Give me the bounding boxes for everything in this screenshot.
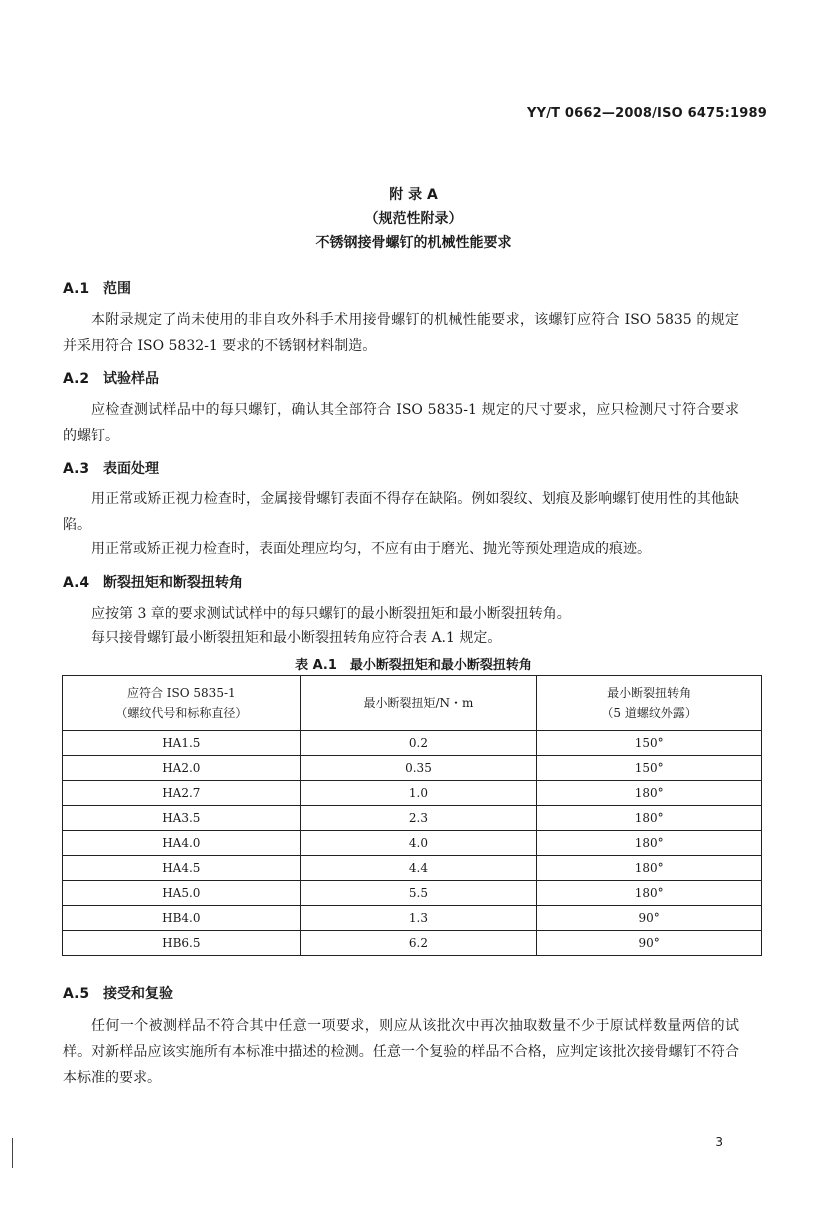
table-cell: 90° — [537, 906, 762, 931]
table-row — [63, 781, 762, 806]
section-number: A.2 — [63, 371, 90, 387]
table-cell: 180° — [537, 806, 762, 831]
table-cell: HA3.5 — [63, 806, 301, 831]
table-caption: 表 A.1 最小断裂扭矩和最小断裂扭转角 — [295, 658, 532, 673]
section-heading-a2 — [63, 368, 159, 388]
table-cell: HA4.0 — [63, 831, 301, 856]
table-row — [63, 856, 762, 881]
table-header-row — [63, 676, 762, 731]
paragraph: 用正常或矫正视力检查时，表面处理应均匀，不应有由于磨光、抛光等预处理造成的痕迹。 — [91, 541, 651, 557]
header-thread-size: 应符合 ISO 5835-1 （螺纹代号和标称直径） — [63, 676, 301, 731]
table-cell: HA4.5 — [63, 856, 301, 881]
table-cell: 150° — [537, 756, 762, 781]
section-number: A.1 — [63, 281, 90, 297]
section-title: 断裂扭矩和断裂扭转角 — [103, 575, 243, 591]
page-number: 3 — [715, 1135, 723, 1149]
paragraph: 任何一个被测样品不符合其中任意一项要求，则应从该批次中再次抽取数量不少于原试样数量两倍的试样。对新样品应该实施所有本标准中描述的检测。任意一个复验的样品不合格，应判定该批次接骨螺钉不符合本标准的要求。 — [63, 1018, 739, 1086]
paragraph: 用正常或矫正视力检查时，金属接骨螺钉表面不得存在缺陷。例如裂纹、划痕及影响螺钉使用性的其他缺陷。 — [63, 491, 739, 533]
section-number: A.4 — [63, 575, 90, 591]
scan-margin-mark — [12, 1138, 13, 1168]
table-row — [63, 731, 762, 756]
section-title: 试验样品 — [103, 371, 159, 387]
table-cell: HA5.0 — [63, 881, 301, 906]
table-cell: 180° — [537, 781, 762, 806]
table-row — [63, 756, 762, 781]
section-title: 表面处理 — [103, 461, 159, 477]
table-cell: 2.3 — [300, 806, 537, 831]
table-row — [63, 931, 762, 956]
table-row — [63, 906, 762, 931]
table-cell: HA2.7 — [63, 781, 301, 806]
section-title: 范围 — [103, 281, 131, 297]
section-heading-a1 — [63, 278, 131, 298]
table-row — [63, 806, 762, 831]
paragraph: 本附录规定了尚未使用的非自攻外科手术用接骨螺钉的机械性能要求，该螺钉应符合 ISO 5835 的规定并采用符合 ISO 5832-1 要求的不锈钢材料制造。 — [63, 312, 739, 354]
table-cell: 180° — [537, 856, 762, 881]
section-title: 接受和复验 — [103, 986, 173, 1002]
table-cell: 90° — [537, 931, 762, 956]
header-min-angle: 最小断裂扭转角 （5 道螺纹外露） — [537, 676, 762, 731]
standard-code: YY/T 0662—2008/ISO 6475:1989 — [526, 106, 767, 121]
section-heading-a3 — [63, 458, 159, 478]
table-cell: 150° — [537, 731, 762, 756]
section-heading-a4 — [63, 572, 243, 592]
torque-table — [62, 675, 762, 956]
annex-subtitle: 不锈钢接骨螺钉的机械性能要求 — [315, 235, 512, 251]
table-cell: 1.3 — [300, 906, 537, 931]
paragraph: 应检查测试样品中的每只螺钉，确认其全部符合 ISO 5835-1 规定的尺寸要求，应只检测尺寸符合要求的螺钉。 — [63, 402, 739, 444]
table-row — [63, 831, 762, 856]
table-cell: HB6.5 — [63, 931, 301, 956]
table-cell: 5.5 — [300, 881, 537, 906]
section-heading-a5 — [63, 983, 173, 1003]
table-cell: 6.2 — [300, 931, 537, 956]
table-cell: HA1.5 — [63, 731, 301, 756]
paragraph: 应按第 3 章的要求测试试样中的每只螺钉的最小断裂扭矩和最小断裂扭转角。 — [91, 606, 571, 622]
paragraph: 每只接骨螺钉最小断裂扭矩和最小断裂扭转角应符合表 A.1 规定。 — [91, 630, 502, 646]
section-number: A.3 — [63, 461, 90, 477]
table-cell: 1.0 — [300, 781, 537, 806]
annex-type: （规范性附录） — [364, 211, 463, 227]
table-cell: 180° — [537, 831, 762, 856]
header-min-torque: 最小断裂扭矩/N・m — [300, 676, 537, 731]
table-cell: 4.0 — [300, 831, 537, 856]
table-row — [63, 881, 762, 906]
table-cell: HA2.0 — [63, 756, 301, 781]
annex-title: 附 录 A — [389, 187, 438, 203]
table-cell: 180° — [537, 881, 762, 906]
table-cell: HB4.0 — [63, 906, 301, 931]
table-cell: 0.2 — [300, 731, 537, 756]
table-cell: 4.4 — [300, 856, 537, 881]
table-cell: 0.35 — [300, 756, 537, 781]
section-number: A.5 — [63, 986, 90, 1002]
